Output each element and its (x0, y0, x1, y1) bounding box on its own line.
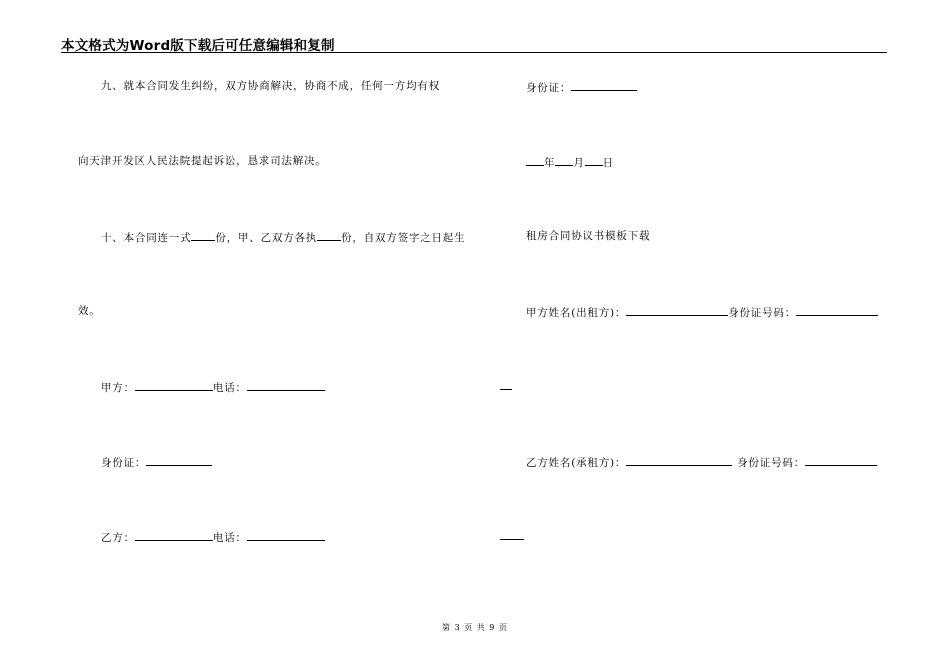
tenant-name-label: 乙方姓名(承租方)： (526, 457, 627, 469)
year-label: 年 (544, 157, 556, 169)
clause-10-line-1 (101, 229, 465, 245)
party-a-phone-label: 电话： (212, 382, 247, 394)
party-b-signature-row (101, 529, 325, 545)
party-a-label: 甲方： (101, 382, 135, 394)
landlord-id-blank (796, 304, 878, 316)
clause-9-line-1: 九、就本合同发生纠纷，双方协商解决，协商不成，任何一方均有权 (101, 80, 440, 92)
party-a-signature-row (101, 379, 325, 395)
party-b-id-row (526, 79, 637, 95)
party-a-name-blank (135, 379, 213, 391)
day-label: 日 (602, 157, 614, 169)
copies-total-blank (191, 229, 215, 241)
clause-10-text-c: 份，自双方签字之日起生 (341, 232, 466, 244)
landlord-id-blank-continued (500, 389, 512, 390)
party-a-id-label: 身份证： (101, 457, 147, 469)
tenant-row (526, 454, 877, 470)
party-b-phone-blank (247, 529, 325, 541)
party-b-label: 乙方： (101, 532, 135, 544)
page-header-title: 本文格式为Word版下载后可任意编辑和复制 (61, 38, 335, 54)
tenant-name-blank (626, 454, 732, 466)
tenant-id-blank (805, 454, 877, 466)
clause-10-text-b: 份，甲、乙双方各执 (215, 232, 318, 244)
copies-each-blank (317, 229, 341, 241)
clause-10-text-a: 十、本合同连一式 (101, 232, 192, 244)
landlord-name-label: 甲方姓名(出租方)： (526, 307, 627, 319)
month-label: 月 (573, 157, 585, 169)
clause-10-line-2: 效。 (78, 305, 101, 317)
party-b-id-blank (571, 79, 637, 91)
party-b-name-blank (135, 529, 213, 541)
day-blank (585, 154, 603, 166)
year-blank (526, 154, 544, 166)
date-row (526, 154, 614, 170)
template-title: 租房合同协议书模板下载 (526, 230, 651, 242)
party-b-id-label: 身份证： (526, 82, 572, 94)
party-a-id-row (101, 454, 212, 470)
tenant-id-label: 身份证号码： (737, 457, 806, 469)
landlord-id-label: 身份证号码： (728, 307, 797, 319)
party-a-id-blank (146, 454, 212, 466)
party-a-phone-blank (247, 379, 325, 391)
landlord-name-blank (626, 304, 728, 316)
party-b-phone-label: 电话： (212, 532, 247, 544)
tenant-id-blank-continued (500, 539, 524, 540)
page-number: 第 3 页 共 9 页 (442, 623, 508, 632)
clause-9-line-2: 向天津开发区人民法院提起诉讼，恳求司法解决。 (78, 155, 327, 167)
header-divider (61, 52, 887, 53)
landlord-row (526, 304, 878, 320)
month-blank (555, 154, 573, 166)
